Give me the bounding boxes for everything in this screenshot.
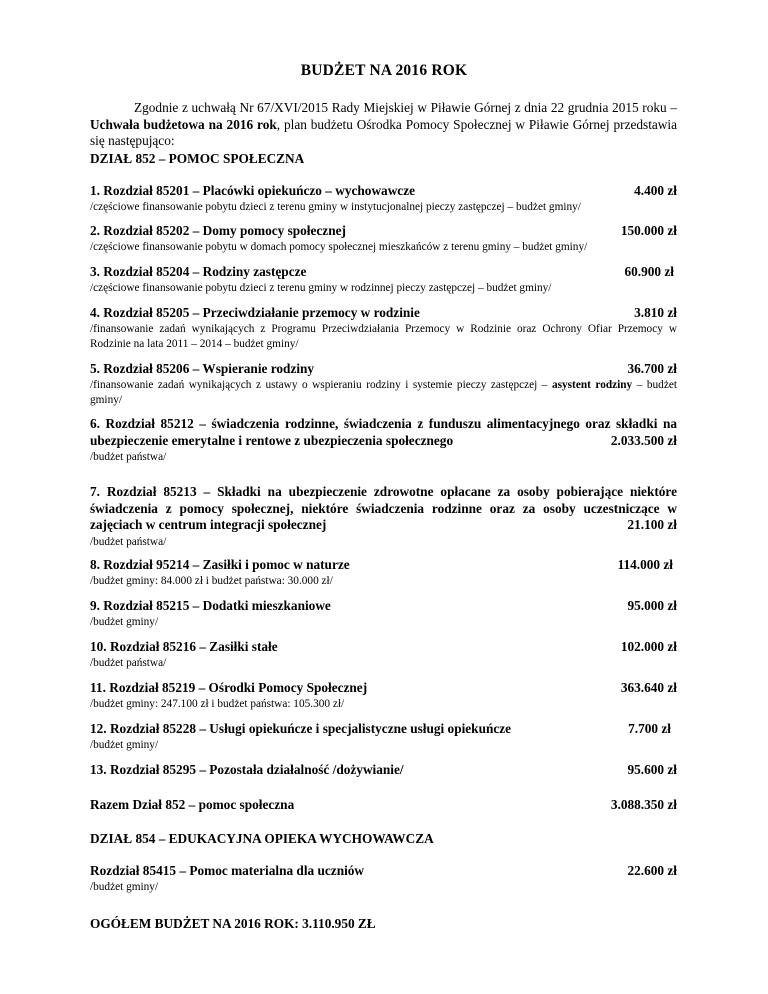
item-description-part: /finansowanie zadań wynikających z ustawy o wspieraniu rodziny i systemie pieczy zastępczej – [90,379,552,391]
budget-item-1 [90,183,677,215]
item-heading [90,416,677,449]
budget-item-3 [90,264,677,296]
budget-item-2 [90,223,677,255]
item-amount: 36.700 zł [627,361,677,376]
total-852-label: Razem Dział 852 – pomoc społeczna [90,797,295,812]
item-label: 5. Rozdział 85206 – Wspieranie rodziny [90,361,315,376]
item-amount: 4.400 zł [634,183,677,198]
item-label: Rozdział 85415 – Pomoc materialna dla uczniów [90,863,365,878]
intro-text-bold: Uchwała budżetowa na 2016 rok [90,116,277,132]
item-heading [90,598,677,614]
item-description: /budżet gminy: 247.100 zł i budżet państwa: 105.300 zł/ [90,698,345,710]
item-description-part: – budżet gminy/ [90,379,677,406]
item-label: 8. Rozdział 95214 – Zasiłki i pomoc w naturze [90,557,350,572]
item-amount: 2.033.500 zł [610,432,677,448]
item-label: 6. Rozdział 85212 – świadczenia rodzinne, świadczenia z funduszu alimentacyjnego oraz składki na ubezpieczenie emerytalne i rentowe z ubezpieczenia społecznego [90,416,677,448]
budget-item-85415 [90,863,677,895]
intro-text-1: Zgodnie z uchwałą Nr 67/XVI/2015 Rady Miejskiej w Piławie Górnej z dnia 22 grudnia 2015 roku – [134,100,677,115]
item-amount: 114.000 zł [617,557,673,572]
item-amount: 363.640 zł [620,680,677,695]
budget-item-8 [90,557,677,589]
item-heading [90,639,677,655]
item-label: 9. Rozdział 85215 – Dodatki mieszkaniowe [90,598,331,613]
item-amount: 22.600 zł [627,863,677,878]
budget-item-13 [90,762,677,778]
total-852-heading [90,797,677,813]
item-label: 1. Rozdział 85201 – Placówki opiekuńczo – wychowawcze [90,183,416,198]
item-label: 12. Rozdział 85228 – Usługi opiekuńcze i specjalistyczne usługi opiekuńcze [90,721,512,736]
item-heading [90,680,677,696]
item-label: 4. Rozdział 85205 – Przeciwdziałanie przemocy w rodzinie [90,305,420,320]
total-852 [90,797,677,813]
item-heading [90,484,677,534]
item-amount: 60.900 zł [624,264,674,279]
item-heading [90,361,677,377]
total-852-amount: 3.088.350 zł [610,797,677,812]
item-label: 13. Rozdział 85295 – Pozostała działalność /dożywianie/ [90,762,404,777]
item-heading [90,721,677,737]
budget-item-5 [90,361,677,407]
item-label: 3. Rozdział 85204 – Rodziny zastępcze [90,264,307,279]
item-description-bold: asystent rodziny [551,379,633,391]
intro-text-2: , plan budżetu Ośrodka Pomocy Społecznej w Piławie Górnej przedstawia się następująco: [90,116,678,148]
item-description: /częściowe finansowanie pobytu dzieci z terenu gminy w rodzinnej pieczy zastępczej – budżet gminy/ [90,282,552,294]
item-description [90,378,677,407]
item-description: /budżet państwa/ [90,535,167,548]
budget-item-7 [90,484,677,549]
budget-item-6 [90,416,677,465]
item-amount: 95.600 zł [627,762,677,777]
item-heading [90,183,677,199]
item-description: /częściowe finansowanie pobytu dzieci z terenu gminy w instytucjonalnej pieczy zastępczej – budżet gminy/ [90,201,581,213]
item-amount: 102.000 zł [620,639,677,654]
budget-item-9 [90,598,677,630]
item-heading [90,863,677,879]
item-description: /budżet państwa/ [90,451,167,463]
item-description: /budżet gminy/ [90,739,159,751]
section-852-heading: DZIAŁ 852 – POMOC SPOŁECZNA [90,151,305,166]
item-description: /budżet gminy/ [90,616,159,628]
item-heading [90,557,677,573]
item-description: /finansowanie zadań wynikających z Programu Przeciwdziałania Przemocy w Rodzinie oraz Ochrony Ofiar Przemocy w Rodzinie na lata 2011 – 2014 – budżet gminy/ [90,323,677,350]
item-description: /budżet gminy: 84.000 zł i budżet państwa: 30.000 zł/ [90,575,333,587]
intro-paragraph [90,100,677,150]
section-854-heading: DZIAŁ 854 – EDUKACYJNA OPIEKA WYCHOWAWCZA [90,831,434,846]
budget-item-10 [90,639,677,671]
item-amount: 21.100 zł [627,517,677,532]
item-heading [90,305,677,321]
item-label: 10. Rozdział 85216 – Zasiłki stałe [90,639,278,654]
document-title: BUDŻET NA 2016 ROK [300,62,468,79]
budget-item-11 [90,680,677,712]
item-amount: 7.700 zł [628,721,671,736]
item-amount: 150.000 zł [620,223,677,238]
item-description: /budżet gminy/ [90,881,159,893]
item-description: /częściowe finansowanie pobytu w domach pomocy społecznej mieszkańców z terenu gminy – budżet gminy/ [90,241,588,253]
item-label: 2. Rozdział 85202 – Domy pomocy społecznej [90,223,346,238]
grand-total: OGÓŁEM BUDŻET NA 2016 ROK: 3.110.950 ZŁ [90,916,376,931]
item-heading [90,264,677,280]
budget-item-4 [90,305,677,351]
item-amount: 3.810 zł [634,305,677,320]
item-description: /budżet państwa/ [90,657,167,669]
budget-item-12 [90,721,677,753]
item-amount: 95.000 zł [627,598,677,613]
item-label: 7. Rozdział 85213 – Składki na ubezpieczenie zdrowotne opłacane za osoby pobierające niektóre świadczenia z pomocy społecznej, niektóre świadczenia rodzinne oraz za osoby uczestniczące w zajęciach w centrum integracji społecznej [90,484,677,532]
item-heading [90,223,677,239]
item-label: 11. Rozdział 85219 – Ośrodki Pomocy Społecznej [90,680,368,695]
item-heading [90,762,677,778]
